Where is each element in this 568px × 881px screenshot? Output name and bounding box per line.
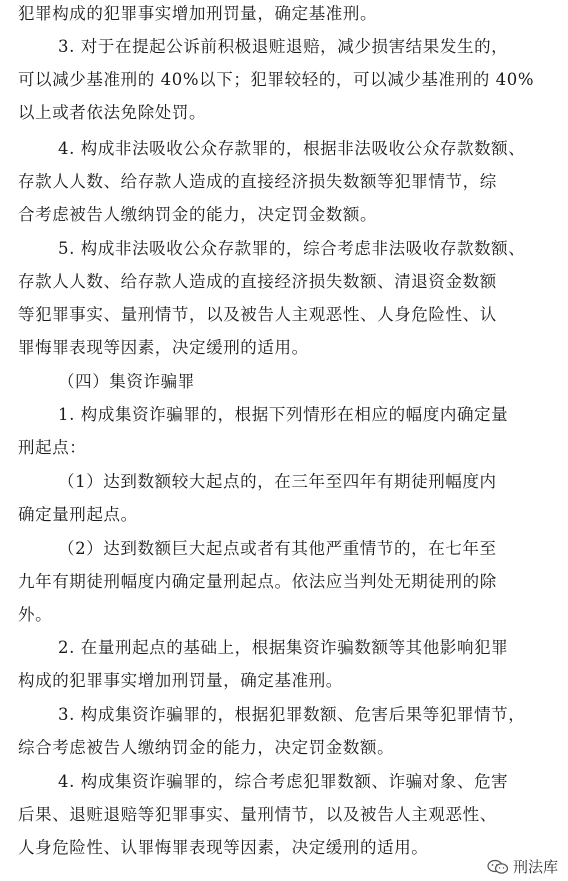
- text-line: 以上或者依法免除处罚。: [18, 103, 207, 122]
- text-line: 3. 构成集资诈骗罪的，根据犯罪数额、危害后果等犯罪情节，: [58, 705, 526, 724]
- text-line: 合考虑被告人缴纳罚金的能力，决定罚金数额。: [18, 205, 378, 224]
- text-line: （2）达到数额巨大起点或者有其他严重情节的，在七年至: [58, 539, 497, 558]
- text-line: （1）达到数额较大起点的，在三年至四年有期徒刑幅度内: [58, 472, 497, 491]
- text-line: 存款人人数、给存款人造成的直接经济损失数额等犯罪情节，综: [18, 172, 497, 191]
- text-line: 后果、退赃退赔等犯罪事实、量刑情节，以及被告人主观恶性、: [18, 805, 497, 824]
- text-line: 罪悔罪表现等因素，决定缓刑的适用。: [18, 338, 309, 357]
- text-line: 5. 构成非法吸收公众存款罪的，综合考虑非法吸收存款数额、: [58, 239, 526, 258]
- text-line: 1. 构成集资诈骗罪的，根据下列情形在相应的幅度内确定量: [58, 405, 509, 424]
- text-line: 3. 对于在提起公诉前积极退赃退赔，减少损害结果发生的，: [58, 37, 509, 56]
- text-line: 等犯罪事实、量刑情节，以及被告人主观恶性、人身危险性、认: [18, 305, 497, 324]
- text-line: 构成的犯罪事实增加刑罚量，确定基准刑。: [18, 671, 343, 690]
- text-line: 犯罪构成的犯罪事实增加刑罚量，确定基准刑。: [18, 4, 378, 23]
- text-line: 存款人人数、给存款人造成的直接经济损失数额、清退资金数额: [18, 272, 497, 291]
- section-heading: （四）集资诈骗罪: [58, 372, 195, 391]
- wechat-icon: [487, 859, 509, 875]
- watermark: [487, 856, 558, 877]
- text-line: 确定量刑起点。: [18, 505, 138, 524]
- text-line: 刑起点：: [18, 438, 87, 457]
- watermark-text: 刑法库: [512, 858, 558, 876]
- text-line: 外。: [18, 605, 53, 624]
- text-line: 人身危险性、认罪悔罪表现等因素，决定缓刑的适用。: [18, 838, 429, 857]
- text-line: 综合考虑被告人缴纳罚金的能力，决定罚金数额。: [18, 738, 395, 757]
- text-line: 2. 在量刑起点的基础上，根据集资诈骗数额等其他影响犯罪: [58, 638, 509, 657]
- text-line: 4. 构成非法吸收公众存款罪的，根据非法吸收公众存款数额、: [58, 139, 526, 158]
- text-line: 可以减少基准刑的 40%以下；犯罪较轻的，可以减少基准刑的 40%: [18, 70, 535, 89]
- text-line: 4. 构成集资诈骗罪的，综合考虑犯罪数额、诈骗对象、危害: [58, 772, 509, 791]
- text-line: 九年有期徒刑幅度内确定量刑起点。依法应当判处无期徒刑的除: [18, 572, 497, 591]
